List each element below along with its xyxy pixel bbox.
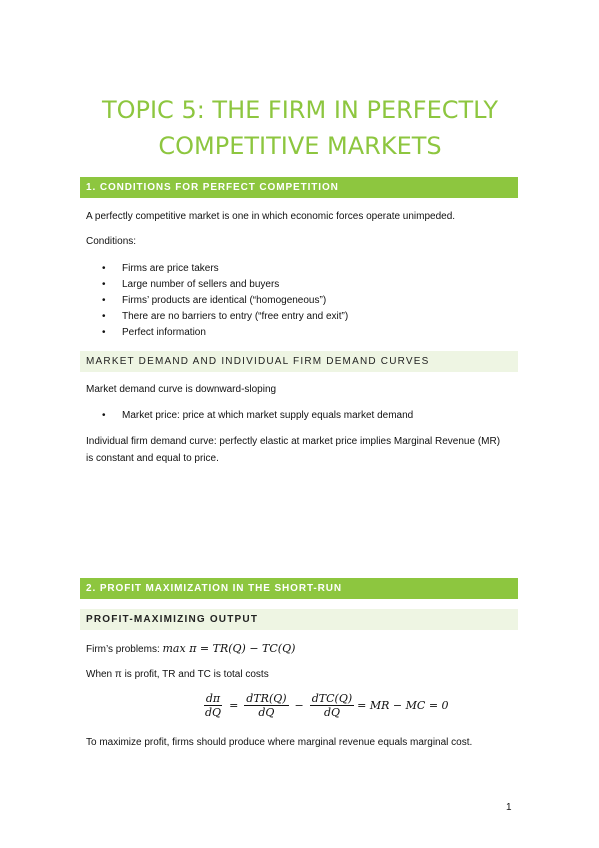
section-heading-1: 1. CONDITIONS FOR PERFECT COMPETITION xyxy=(80,177,518,198)
subsection-heading-market-demand: MARKET DEMAND AND INDIVIDUAL FIRM DEMAND CURVES xyxy=(80,351,518,372)
section-heading-2: 2. PROFIT MAXIMIZATION IN THE SHORT-RUN xyxy=(80,578,518,599)
page-number: 1 xyxy=(506,802,512,813)
market-price-list xyxy=(86,408,413,424)
page-title: TOPIC 5: THE FIRM IN PERFECTLY COMPETITIVE MARKETS xyxy=(101,96,499,160)
bullet-icon: • xyxy=(102,327,106,338)
profit-formula: max π = TR(Q) − TC(Q) xyxy=(162,642,296,655)
derivative-equation: $\frac{d\pi}{dQ}$ = $\frac{\text{dTR(Q)}}{dQ}$ − $\frac{\text{dTC(Q)}}{dQ}$ = MR − MC = 0 xyxy=(205,692,449,719)
bullet-icon: • xyxy=(102,410,106,421)
list-item: • There are no barriers to entry (“free entry and exit”) xyxy=(86,309,348,325)
bullet-icon: • xyxy=(102,279,106,290)
conditions-list xyxy=(86,261,348,341)
firm-problem-label: Firm’s problems: xyxy=(86,644,160,655)
equation-tail: = MR − MC = 0 xyxy=(357,699,449,712)
subsection-heading-profit-output: PROFIT-MAXIMIZING OUTPUT xyxy=(80,609,518,630)
bullet-icon: • xyxy=(102,263,106,274)
conditions-label: Conditions: xyxy=(86,236,137,247)
bullet-icon: • xyxy=(102,295,106,306)
list-item: • Firms are price takers xyxy=(86,261,348,277)
conclusion-line: To maximize profit, firms should produce where marginal revenue equals marginal cost. xyxy=(86,737,473,748)
list-item: • Perfect information xyxy=(86,325,348,341)
fraction-dtr-dq: $\frac{\text{dTR(Q)}}{dQ}$ xyxy=(246,692,287,719)
firm-problem-line xyxy=(86,640,526,659)
fraction-dpi-dq: $\frac{d\pi}{dQ}$ xyxy=(205,692,222,719)
list-item: • Market price: price at which market supply equals market demand xyxy=(86,408,413,424)
list-item: • Firms’ products are identical (“homogeneous”) xyxy=(86,293,348,309)
definition-line: When π is profit, TR and TC is total costs xyxy=(86,669,269,680)
firm-demand-line-2: is constant and equal to price. xyxy=(86,453,219,464)
list-item: • Large number of sellers and buyers xyxy=(86,277,348,293)
market-demand-line: Market demand curve is downward-sloping xyxy=(86,384,277,395)
intro-paragraph: A perfectly competitive market is one in which economic forces operate unimpeded. xyxy=(86,211,456,222)
firm-demand-line-1: Individual firm demand curve: perfectly elastic at market price implies Marginal Revenue (MR) xyxy=(86,436,501,447)
bullet-icon: • xyxy=(102,311,106,322)
fraction-dtc-dq: $\frac{\text{dTC(Q)}}{dQ}$ xyxy=(311,692,353,719)
